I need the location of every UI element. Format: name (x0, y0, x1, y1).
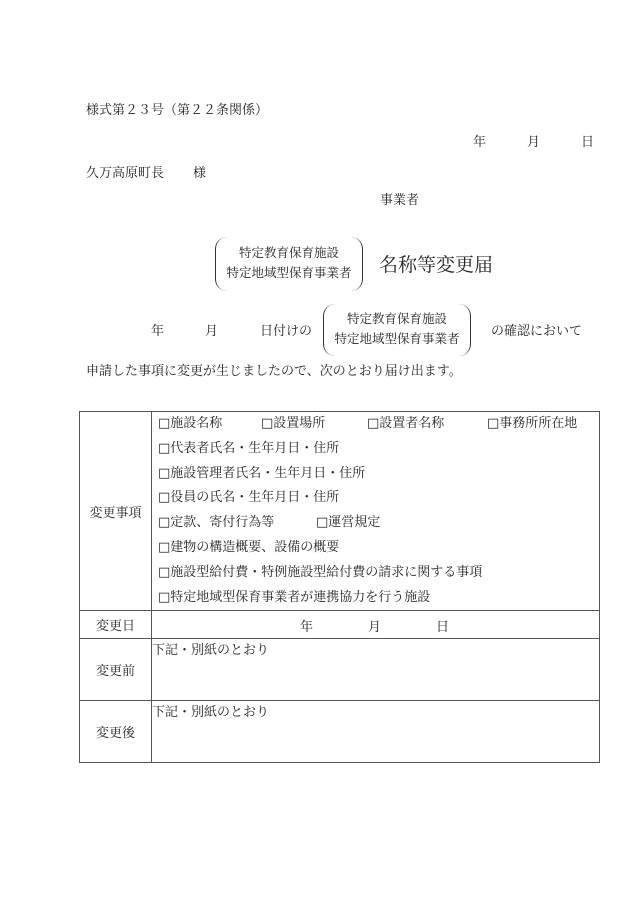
options-row-5 (152, 511, 599, 536)
date-year: 年 (473, 135, 487, 150)
option-articles[interactable]: □定款、寄付行為等 (158, 515, 275, 531)
changes-options (152, 412, 600, 611)
change-date-day: 日 (436, 620, 450, 636)
changes-label: 変更事項 (80, 412, 152, 611)
after-content[interactable]: 下記・別紙のとおり (152, 701, 600, 763)
option-building[interactable]: □建物の構造概要、設備の概要 (158, 539, 340, 555)
change-date-year: 年 (300, 620, 314, 636)
applicant-label: 事業者 (380, 193, 420, 208)
intro-dated: 日付けの (260, 324, 313, 339)
change-date-month: 月 (368, 620, 382, 636)
change-date-label: 変更日 (80, 611, 152, 639)
option-office-address[interactable]: □事務所所在地 (487, 416, 578, 431)
option-billing[interactable]: □施設型給付費・特例施設型給付費の請求に関する事項 (158, 564, 483, 580)
change-details-table (79, 411, 600, 763)
option-location[interactable]: □設置場所 (261, 416, 326, 431)
intro-sentence: 申請した事項に変更が生じましたので、次のとおり届け出ます。 (86, 364, 462, 379)
before-content[interactable]: 下記・別紙のとおり (152, 639, 600, 701)
intro-bracket-line1: 特定教育保育施設 (346, 311, 447, 326)
title-bracket (215, 237, 363, 291)
title-bracket-line2: 特定地域型保育事業者 (226, 265, 352, 280)
option-facility-manager[interactable]: □施設管理者氏名・生年月日・住所 (158, 465, 366, 481)
option-partner-facility[interactable]: □特定地域型保育事業者が連携協力を行う施設 (158, 589, 431, 605)
options-row-1 (152, 412, 599, 437)
intro-bracket (323, 304, 471, 356)
change-date-row (80, 611, 600, 639)
document-title: 名称等変更届 (379, 254, 494, 276)
before-row (80, 639, 600, 701)
addressee-name: 久万高原町長 (86, 166, 165, 181)
intro-bracket-line2: 特定地域型保育事業者 (334, 331, 460, 346)
date-day: 日 (581, 135, 595, 150)
intro-year: 年 (151, 324, 165, 339)
changes-row (80, 412, 600, 611)
option-officers[interactable]: □役員の氏名・生年月日・住所 (158, 490, 340, 506)
addressee-honorific: 様 (193, 166, 207, 181)
option-operating-rules[interactable]: □運営規定 (316, 515, 381, 531)
option-operator-name[interactable]: □設置者名称 (367, 416, 445, 431)
after-label: 変更後 (80, 701, 152, 763)
form-number: 様式第２３号（第２２条関係） (86, 103, 269, 118)
option-representative[interactable]: □代表者氏名・生年月日・住所 (158, 440, 340, 456)
before-label: 変更前 (80, 639, 152, 701)
date-month: 月 (527, 135, 541, 150)
title-bracket-line1: 特定教育保育施設 (238, 245, 339, 260)
intro-month: 月 (205, 324, 219, 339)
change-date-field[interactable] (152, 611, 600, 639)
option-facility-name[interactable]: □施設名称 (158, 416, 223, 431)
intro-after: の確認において (491, 324, 583, 339)
after-row (80, 701, 600, 763)
